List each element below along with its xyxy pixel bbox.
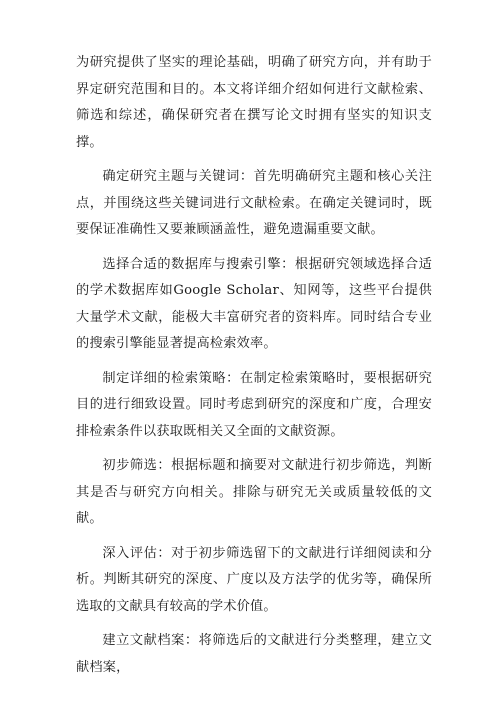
paragraph-topic-keywords: 确定研究主题与关键词：首先明确研究主题和核心关注点，并围绕这些关键词进行文献检索。在确定关键词时，既要保证准确性又要兼顾涵盖性，避免遗漏重要文献。 (76, 169, 432, 237)
document-body (76, 50, 432, 689)
paragraph-intro-continuation: 为研究提供了坚实的理论基础，明确了研究方向，并有助于界定研究范围和目的。本文将详细介绍如何进行文献检索、筛选和综述，确保研究者在撰写论文时拥有坚实的知识支撑。 (76, 55, 432, 150)
paragraph-database-selection: 选择合适的数据库与搜索引擎：根据研究领域选择合适的学术数据库如Google Scholar、知网等，这些平台提供大量学术文献，能极大丰富研究者的资料库。同时结合专业的搜索引擎能显著提高检索效率。 (76, 256, 432, 351)
paragraph-literature-archive: 建立文献档案：将筛选后的文献进行分类整理，建立文献档案， (76, 633, 432, 675)
paragraph-search-strategy: 制定详细的检索策略：在制定检索策略时，要根据研究目的进行细致设置。同时考虑到研究的深度和广度，合理安排检索条件以获取既相关又全面的文献资源。 (76, 370, 432, 439)
paragraph-initial-screening: 初步筛选：根据标题和摘要对文献进行初步筛选，判断其是否与研究方向相关。排除与研究无关或质量较低的文献。 (76, 458, 432, 526)
paragraph-in-depth-evaluation: 深入评估：对于初步筛选留下的文献进行详细阅读和分析。判断其研究的深度、广度以及方法学的优劣等，确保所选取的文献具有较高的学术价值。 (76, 545, 432, 614)
